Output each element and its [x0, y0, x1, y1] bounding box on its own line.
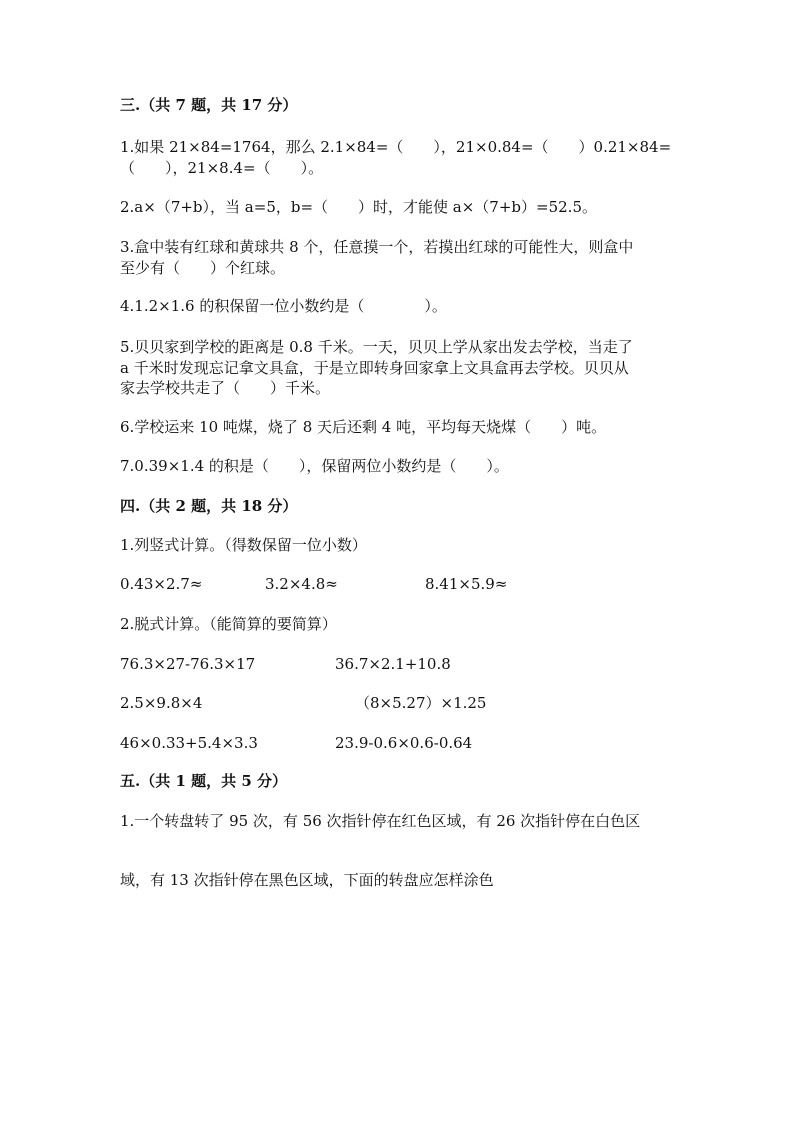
- step-calc-item: 46×0.33+5.4×3.3: [120, 734, 258, 752]
- question-4-2: 2.脱式计算。（能简算的要简算）: [120, 615, 337, 633]
- vertical-calc-item: 3.2×4.8≈: [265, 575, 338, 593]
- question-4-1: 1.列竖式计算。（得数保留一位小数）: [120, 536, 367, 554]
- section-4-heading: 四.（共 2 题，共 18 分）: [120, 497, 298, 515]
- step-calc-item: 76.3×27-76.3×17: [120, 655, 256, 673]
- vertical-calc-item: 0.43×2.7≈: [120, 575, 203, 593]
- question-3-4: 4.1.2×1.6 的积保留一位小数约是（ ）。: [120, 297, 447, 315]
- question-3-1-line-2: （ ），21×8.4=（ ）。: [120, 159, 324, 177]
- question-3-5-line-3: 家去学校共走了（ ）千米。: [120, 379, 331, 397]
- question-3-1-line-1: 1.如果 21×84=1764，那么 2.1×84=（ ），21×0.84=（ ）0.21×84=: [120, 138, 672, 156]
- question-3-2: 2.a×（7+b），当 a=5，b=（ ）时，才能使 a×（7+b）=52.5。: [120, 198, 597, 216]
- question-5-1-line-1: 1.一个转盘转了 95 次，有 56 次指针停在红色区域，有 26 次指针停在白色区: [120, 812, 641, 830]
- question-5-1-line-2: 域，有 13 次指针停在黑色区域，下面的转盘应怎样涂色: [120, 871, 494, 889]
- section-3-heading: 三.（共 7 题，共 17 分）: [120, 96, 298, 114]
- section-5-heading: 五.（共 1 题，共 5 分）: [120, 772, 287, 790]
- question-3-5-line-1: 5.贝贝家到学校的距离是 0.8 千米。一天，贝贝上学从家出发去学校，当走了: [120, 338, 633, 356]
- vertical-calc-item: 8.41×5.9≈: [425, 575, 508, 593]
- question-3-3-line-2: 至少有（ ）个红球。: [120, 259, 286, 277]
- question-3-5-line-2: a 千米时发现忘记拿文具盒，于是立即转身回家拿上文具盒再去学校。贝贝从: [120, 359, 629, 377]
- question-3-7: 7.0.39×1.4 的积是（ ），保留两位小数约是（ ）。: [120, 457, 509, 475]
- question-3-3-line-1: 3.盒中装有红球和黄球共 8 个，任意摸一个，若摸出红球的可能性大，则盒中: [120, 238, 634, 256]
- step-calc-item: 23.9-0.6×0.6-0.64: [335, 734, 473, 752]
- step-calc-item: （8×5.27）×1.25: [355, 694, 487, 712]
- step-calc-item: 2.5×9.8×4: [120, 694, 203, 712]
- question-3-6: 6.学校运来 10 吨煤，烧了 8 天后还剩 4 吨，平均每天烧煤（ ）吨。: [120, 418, 607, 436]
- step-calc-item: 36.7×2.1+10.8: [335, 655, 451, 673]
